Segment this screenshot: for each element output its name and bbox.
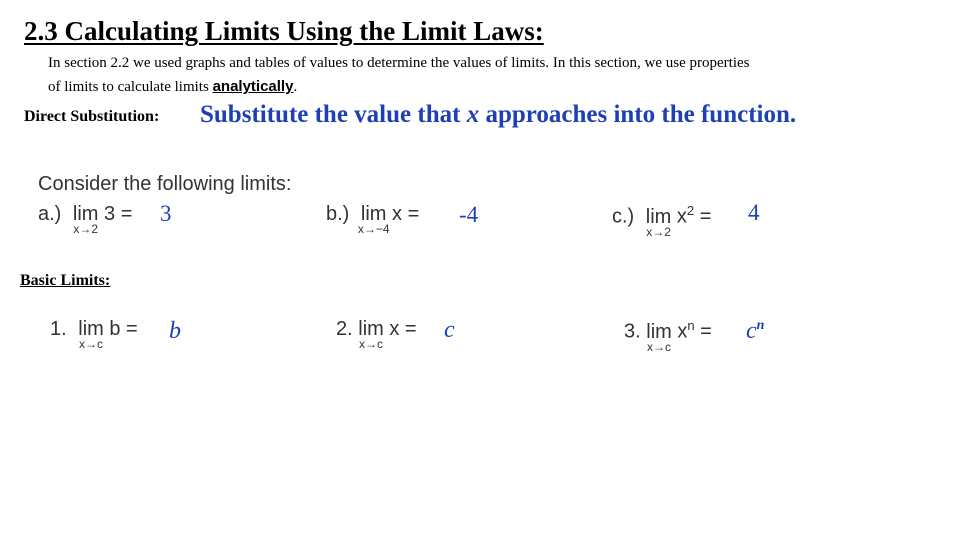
example-b-lim	[357, 203, 390, 236]
ds-text-var: x	[466, 101, 480, 128]
intro-emphasis: analytically	[212, 78, 294, 95]
intro-line-2	[48, 78, 297, 96]
example-c	[612, 203, 712, 239]
basic-3-answer-base: c	[746, 318, 757, 344]
example-a-lim	[72, 203, 99, 236]
basic-3-lim-word: lim	[646, 320, 672, 343]
basic-3-answer	[746, 318, 764, 345]
basic-2-lim	[358, 318, 384, 351]
consider-heading: Consider the following limits:	[38, 173, 292, 195]
example-c-exp: 2	[686, 203, 695, 218]
basic-3-exp: n	[687, 318, 695, 333]
basic-3-num: 3.	[624, 320, 641, 343]
direct-substitution-label: Direct Substitution:	[24, 108, 160, 125]
example-a-label: a.)	[38, 203, 62, 225]
example-a-lim-word: lim	[72, 203, 99, 225]
example-c-label: c.)	[612, 205, 635, 228]
basic-limits-label: Basic Limits:	[20, 272, 111, 289]
example-a-sub: x→2	[73, 222, 99, 236]
basic-3-answer-exp: n	[756, 318, 765, 333]
example-c-lim	[645, 205, 672, 239]
basic-3-lim	[646, 320, 672, 354]
example-a-expr: 3 =	[104, 203, 133, 225]
example-c-eq: =	[699, 205, 712, 228]
example-b-expr: x =	[392, 203, 420, 225]
basic-2-expr: x =	[389, 318, 417, 340]
example-b-label: b.)	[326, 203, 350, 225]
basic-2-lim-word: lim	[358, 318, 384, 340]
basic-2-sub: x→c	[359, 337, 384, 351]
example-b-answer: -4	[459, 202, 479, 227]
basic-limit-3	[624, 318, 712, 354]
intro-line-1: In section 2.2 we used graphs and tables of values to determine the values of limits. In this section, we use properties	[48, 55, 750, 71]
ds-text-suffix: approaches into the function.	[479, 101, 797, 128]
ds-text-prefix: Substitute the value that	[200, 101, 467, 128]
example-b	[326, 203, 420, 236]
example-c-base: x	[676, 205, 687, 228]
example-c-sub: x→2	[646, 224, 671, 239]
intro-line-2-suffix: .	[293, 79, 298, 95]
basic-1-lim	[78, 318, 104, 351]
basic-2-num: 2.	[336, 318, 353, 340]
intro-line-2-prefix: of limits to calculate limits	[48, 79, 213, 95]
example-a	[38, 203, 133, 236]
basic-limit-2	[336, 318, 417, 351]
basic-1-answer: b	[169, 318, 181, 344]
basic-3-eq: =	[700, 320, 712, 343]
basic-limit-1	[50, 318, 138, 351]
example-a-answer: 3	[160, 201, 172, 226]
basic-3-base: x	[677, 320, 688, 343]
basic-1-expr: b =	[109, 318, 138, 340]
basic-1-num: 1.	[50, 318, 67, 340]
direct-substitution-text	[200, 101, 796, 129]
basic-1-sub: x→c	[79, 337, 104, 351]
page-title: 2.3 Calculating Limits Using the Limit Laws:	[24, 16, 544, 46]
example-c-answer: 4	[748, 200, 760, 225]
basic-2-answer: c	[444, 317, 455, 343]
basic-1-lim-word: lim	[78, 318, 104, 340]
example-c-lim-word: lim	[645, 205, 672, 228]
basic-3-sub: x→c	[647, 339, 672, 354]
example-b-sub: x→−4	[357, 222, 390, 236]
example-b-lim-word: lim	[360, 203, 387, 225]
